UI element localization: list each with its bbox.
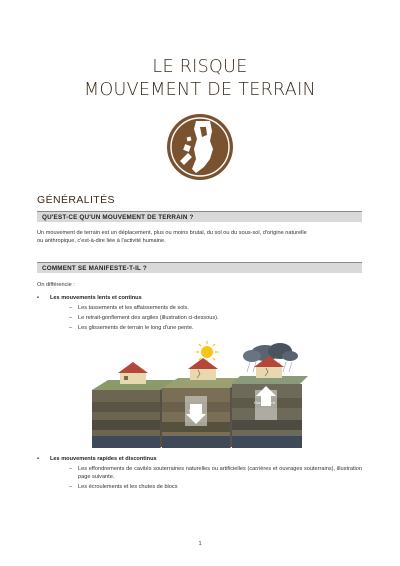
clay-shrink-swell-illustration [90, 340, 310, 452]
definition-line-1: Un mouvement de terrain est un déplacement, plus ou moins brutal, du sol ou du sous-sol, d'origine naturelle [37, 230, 307, 236]
page-title-line-1: LE RISQUE [152, 57, 248, 77]
page-title-line-2: MOUVEMENT DE TERRAIN [84, 80, 316, 100]
list-item: – Les effondrements de cavités souterraines naturelles ou artificielles (carrières et ouvrages souterrains), illustration page suivante. [69, 466, 362, 480]
house-icon [118, 362, 148, 384]
list-item: – Les écroulements et les chutes de blocs [69, 484, 178, 490]
landslide-icon [166, 113, 234, 181]
shrink-label: Retrait [189, 408, 201, 413]
house-icon [188, 358, 218, 380]
section-heading: GÉNÉRALITÉS [37, 194, 115, 206]
list-item: – Le retrait-gonflement des argiles (illustration ci-dessous). [69, 315, 219, 321]
group-slow-label: Les mouvements lents et continus [50, 295, 142, 301]
group-slow-title [37, 294, 142, 302]
sun-icon [196, 341, 218, 363]
question-bar-definition: QU'EST-CE QU'UN MOUVEMENT DE TERRAIN ? [37, 211, 362, 222]
group-fast-title [37, 455, 157, 463]
soil-block-right [232, 376, 308, 448]
page-number: 1 [198, 541, 202, 547]
swell-label: Gonflement [254, 400, 275, 405]
list-item: – Les glissements de terrain le long d'une pente. [69, 325, 194, 331]
definition-line-2: ou anthropique, c'est-à-dire liée à l'activité humaine. [37, 238, 166, 244]
group-fast-label: Les mouvements rapides et discontinus [50, 456, 157, 462]
bullet: • [37, 295, 39, 301]
list-item: – Les tassements et les affaissements de sols. [69, 305, 189, 311]
bullet: • [37, 456, 39, 462]
intro-text: On différencie : [37, 282, 75, 288]
question-bar-manifestation: COMMENT SE MANIFESTE-T-IL ? [37, 262, 362, 273]
